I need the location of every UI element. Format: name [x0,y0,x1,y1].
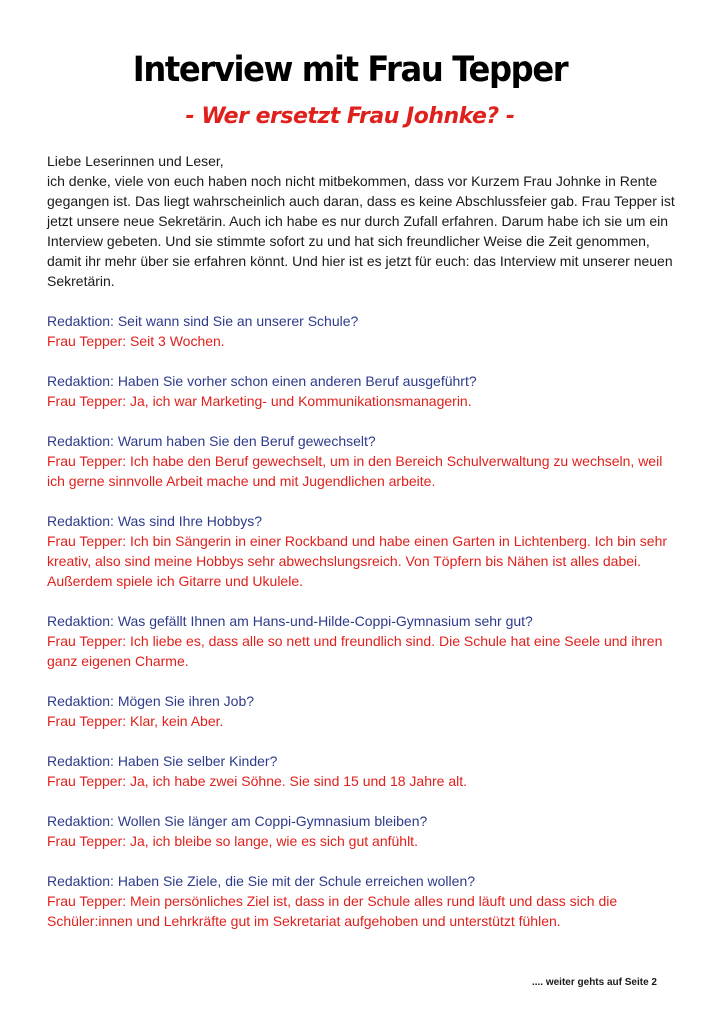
question: Redaktion: Seit wann sind Sie an unserer Schule? [47,313,359,329]
answer: Frau Tepper: Klar, kein Aber. [47,713,224,729]
intro-paragraph: ich denke, viele von euch haben noch nicht mitbekommen, dass vor Kurzem Frau Johnke in Rente gegangen ist. Das liegt wahrscheinlich auch daran, dass es keine Abschlussfeier gab. Frau Tepper ist jetzt unsere neue Sekretärin. Auch ich habe es nur durch Zufall erfahren. Darum habe ich sie um ein Interview gebeten. Und sie stimmte sofort zu und hat sich freundlicher Weise die Zeit genommen, damit ihr mehr über sie erfahren könnt. Und hier ist es jetzt für euch: das Interview mit unserer neuen Sekretärin. [47,173,675,289]
answer: Frau Tepper: Ich habe den Beruf gewechselt, um in den Bereich Schulverwaltung zu wechseln, weil ich gerne sinnvolle Arbeit mache und mit Jugendlichen arbeite. [47,453,663,489]
answer: Frau Tepper: Ja, ich habe zwei Söhne. Sie sind 15 und 18 Jahre alt. [47,773,468,789]
question: Redaktion: Haben Sie selber Kinder? [47,753,278,769]
qa-item [47,311,677,351]
answer: Frau Tepper: Mein persönliches Ziel ist, dass in der Schule alles rund läuft und dass sich die Schüler:innen und Lehrkräfte gut im Sekretariat aufgehoben und unterstützt fühlen. [47,893,618,929]
answer: Frau Tepper: Ich bin Sängerin in einer Rockband und habe einen Garten in Lichtenberg. Ich bin sehr kreativ, also sind meine Hobbys sehr abwechslungsreich. Von Töpfern bis Nähen ist alles dabei. Außerdem spiele ich Gitarre und Ukulele. [47,533,668,589]
intro-section [47,151,677,291]
qa-item [47,751,677,791]
question: Redaktion: Wollen Sie länger am Coppi-Gymnasium bleiben? [47,813,428,829]
qa-item [47,811,677,851]
question: Redaktion: Mögen Sie ihren Job? [47,693,255,709]
answer: Frau Tepper: Ich liebe es, dass alle so nett und freundlich sind. Die Schule hat eine Seele und ihren ganz eigenen Charme. [47,633,663,669]
answer: Frau Tepper: Ja, ich war Marketing- und Kommunikationsmanagerin. [47,393,472,409]
qa-item [47,611,677,671]
qa-item [47,691,677,731]
question: Redaktion: Haben Sie Ziele, die Sie mit der Schule erreichen wollen? [47,873,476,889]
answer: Frau Tepper: Seit 3 Wochen. [47,333,225,349]
question: Redaktion: Was gefällt Ihnen am Hans-und-Hilde-Coppi-Gymnasium sehr gut? [47,613,533,629]
intro-greeting: Liebe Leserinnen und Leser, [47,153,224,169]
question: Redaktion: Was sind Ihre Hobbys? [47,513,263,529]
page-subtitle: - Wer ersetzt Frau Johnke? - [185,104,515,129]
qa-item [47,431,677,491]
continuation-note: .... weiter gehts auf Seite 2 [531,977,657,988]
question: Redaktion: Haben Sie vorher schon einen anderen Beruf ausgeführt? [47,373,477,389]
qa-item [47,371,677,411]
qa-item [47,511,677,591]
page-title: Interview mit Frau Tepper [132,50,568,90]
answer: Frau Tepper: Ja, ich bleibe so lange, wie es sich gut anfühlt. [47,833,418,849]
article-body [47,151,677,951]
qa-item [47,871,677,931]
interview-qa-list [47,311,677,931]
question: Redaktion: Warum haben Sie den Beruf gewechselt? [47,433,376,449]
